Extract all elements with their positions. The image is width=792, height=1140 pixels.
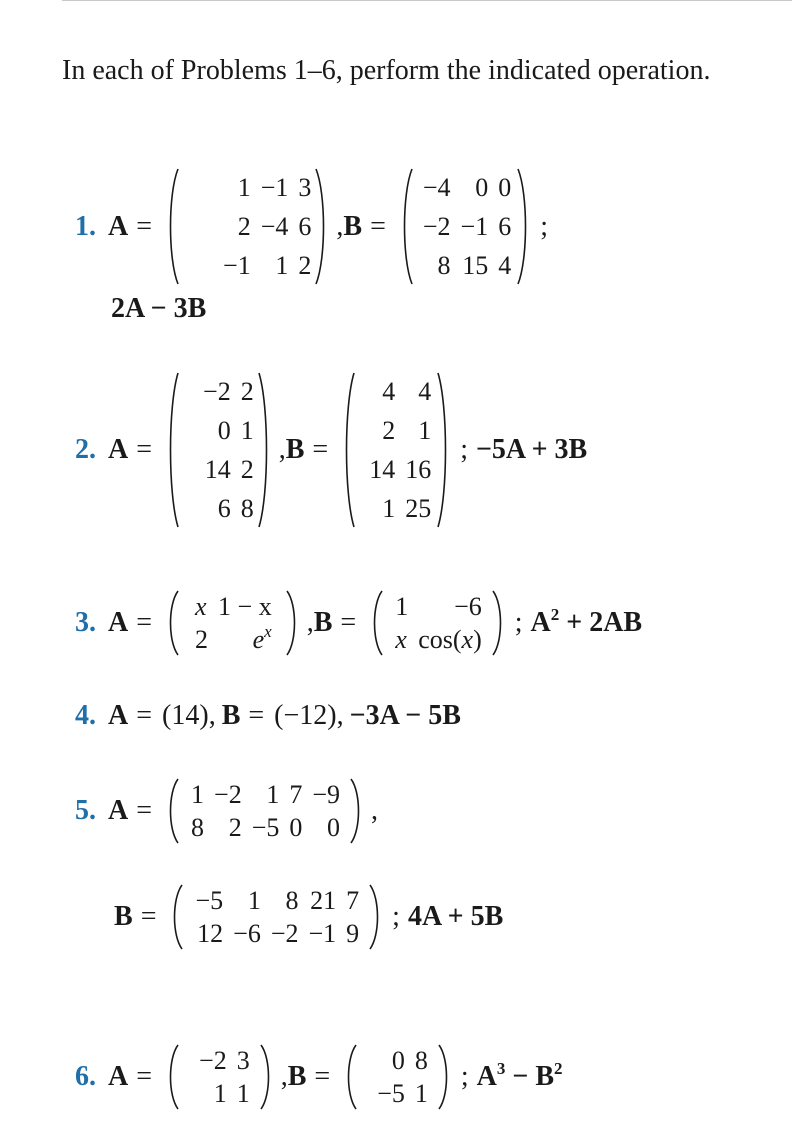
comma: , xyxy=(208,700,216,731)
matrix-entry: 1 xyxy=(236,1079,250,1108)
right-paren xyxy=(368,884,382,950)
problem-1 xyxy=(75,168,548,325)
semicolon: ; xyxy=(540,210,548,242)
matrix-entry: −1 xyxy=(460,212,489,241)
right-paren xyxy=(516,168,530,285)
matrix-a-label: A xyxy=(108,1061,129,1092)
cos-arg: x xyxy=(461,625,474,654)
matrix-b-label: B xyxy=(313,607,333,638)
matrix-entry: 2 xyxy=(240,377,254,406)
matrix-entry: 6 xyxy=(217,494,231,523)
op-exponent: 2 xyxy=(554,1059,563,1078)
matrix-entry: 7 xyxy=(289,780,303,809)
left-paren xyxy=(166,168,180,285)
top-divider xyxy=(62,0,792,1)
matrix-a-label: A xyxy=(108,607,129,638)
matrix-entry: 0 xyxy=(498,173,512,202)
matrix-entry: x xyxy=(195,592,207,621)
matrix-entry: 0 xyxy=(391,1046,405,1075)
matrix-entry: 8 xyxy=(240,494,254,523)
matrix-entry: −5 xyxy=(251,813,280,842)
left-paren xyxy=(166,590,180,656)
matrix-entry: x xyxy=(395,625,407,654)
operation-expression xyxy=(477,1061,563,1093)
matrix-entry: 12 xyxy=(197,919,224,948)
matrix-entry: 4 xyxy=(382,377,396,406)
matrix-b-label: B xyxy=(343,210,363,242)
left-paren xyxy=(166,372,180,528)
op-term: + 2AB xyxy=(559,607,643,638)
problem-5-matrix-b xyxy=(114,884,503,950)
matrix-entry: 3 xyxy=(298,173,312,202)
operation-expression: −5A + 3B xyxy=(475,434,588,465)
matrix-entry: 1 xyxy=(275,251,289,280)
comma: , xyxy=(336,210,344,242)
matrix-entries xyxy=(218,168,316,285)
matrix-entry: −2 xyxy=(199,1046,227,1075)
matrix-entry xyxy=(413,623,487,656)
matrix-entry: 2 xyxy=(237,212,251,241)
left-paren xyxy=(170,884,184,950)
paren-stroke xyxy=(171,1045,179,1109)
paren-stroke xyxy=(493,591,501,655)
matrix-entry: −6 xyxy=(233,919,261,948)
paren-stroke xyxy=(171,169,179,284)
matrix-entry: 1 xyxy=(418,416,432,445)
problem-4 xyxy=(75,700,461,732)
matrix-a-label: A xyxy=(108,795,129,826)
matrix-entry: 4 xyxy=(498,251,512,280)
operation-expression: −3A − 5B xyxy=(349,700,461,731)
matrix-entry: 8 xyxy=(437,251,451,280)
op-exponent: 2 xyxy=(550,605,560,624)
matrix-entry: −5 xyxy=(195,886,224,915)
matrix-entry: 1 xyxy=(237,173,251,202)
right-paren xyxy=(349,778,363,844)
op-term: A xyxy=(476,1061,497,1092)
matrix-entry: 1 xyxy=(240,416,254,445)
matrix-entry: 7 xyxy=(346,886,360,915)
matrix-entry: 2 xyxy=(228,813,242,842)
matrix-b xyxy=(170,884,382,950)
matrix-entries xyxy=(418,168,516,285)
matrix-entry: −1 xyxy=(260,173,289,202)
equals-sign: = xyxy=(136,210,153,242)
right-paren xyxy=(436,372,450,528)
matrix-entry: −2 xyxy=(422,212,451,241)
close-paren: ) xyxy=(473,625,482,654)
paren-stroke xyxy=(370,885,378,949)
right-paren xyxy=(257,372,271,528)
problem-number: 2. xyxy=(75,434,96,465)
matrix-a-entries xyxy=(190,590,277,656)
paren-stroke xyxy=(171,591,179,655)
paren-stroke xyxy=(171,373,179,527)
left-paren xyxy=(370,590,384,656)
paren-stroke xyxy=(375,591,383,655)
equals-sign: = xyxy=(136,607,153,638)
matrix-entry: 15 xyxy=(462,251,489,280)
paren-stroke xyxy=(171,779,179,843)
right-paren xyxy=(491,590,505,656)
left-paren xyxy=(342,372,356,528)
paren-stroke xyxy=(287,591,295,655)
matrix-b-value: (−12) xyxy=(274,700,337,731)
matrix-entry xyxy=(213,623,277,656)
matrix-entry: 14 xyxy=(369,455,396,484)
comma: , xyxy=(336,700,344,731)
matrix-entry: 2 xyxy=(240,455,254,484)
matrix-a-label: A xyxy=(108,434,129,465)
equals-sign: = xyxy=(136,434,153,465)
op-term: A xyxy=(530,607,551,638)
paren-stroke xyxy=(438,373,446,527)
paren-stroke xyxy=(259,373,267,527)
instructions-text: In each of Problems 1–6, perform the indicated operation. xyxy=(62,55,711,86)
matrix-entries xyxy=(194,1044,255,1110)
semicolon: ; xyxy=(460,434,468,465)
matrix-a xyxy=(166,590,299,656)
problem-number: 6. xyxy=(75,1061,96,1092)
semicolon: ; xyxy=(460,1061,469,1092)
matrix-b-label: B xyxy=(114,901,133,932)
paren-stroke xyxy=(349,1045,357,1109)
semicolon: ; xyxy=(514,607,523,638)
matrix-entries xyxy=(364,372,436,528)
paren-stroke xyxy=(518,169,526,284)
matrix-b xyxy=(370,590,505,656)
operation-expression xyxy=(531,607,643,639)
matrix-entry: −2 xyxy=(270,919,299,948)
problem-number: 1. xyxy=(75,210,96,242)
left-paren xyxy=(166,1044,180,1110)
matrix-entry: 8 xyxy=(414,1046,428,1075)
op-term: B xyxy=(535,1061,555,1092)
comma: , xyxy=(371,795,379,826)
matrix-b xyxy=(342,372,450,528)
equals-sign: = xyxy=(248,700,265,731)
equals-sign: = xyxy=(314,1061,331,1092)
matrix-b-label: B xyxy=(285,434,305,465)
left-paren xyxy=(166,778,180,844)
matrix-entry: 4 xyxy=(418,377,432,406)
equals-sign: = xyxy=(136,700,153,731)
matrix-entry: −1 xyxy=(223,251,251,280)
matrix-entry: −2 xyxy=(203,377,231,406)
comma: , xyxy=(278,434,286,465)
paren-stroke xyxy=(347,373,355,527)
exp-base: e xyxy=(252,625,265,654)
matrix-entries xyxy=(190,884,364,950)
matrix-entries xyxy=(198,372,259,528)
matrix-entry: 16 xyxy=(405,455,432,484)
matrix-a xyxy=(166,168,328,285)
operation-expression: 2A − 3B xyxy=(111,293,207,324)
matrix-entry: 1 xyxy=(191,780,205,809)
problem-5 xyxy=(75,778,378,844)
equals-sign: = xyxy=(312,434,329,465)
matrix-a xyxy=(166,778,363,844)
right-paren xyxy=(437,1044,451,1110)
paren-stroke xyxy=(351,779,359,843)
matrix-b-entries xyxy=(390,590,487,656)
matrix-entry: −9 xyxy=(312,780,341,809)
matrix-a xyxy=(166,1044,273,1110)
problem-number: 3. xyxy=(75,607,96,638)
matrix-entry: 1 xyxy=(247,886,261,915)
equals-sign: = xyxy=(136,1061,153,1092)
paren-stroke xyxy=(439,1045,447,1109)
paren-stroke xyxy=(261,1045,269,1109)
paren-stroke xyxy=(404,169,412,284)
matrix-entry: −2 xyxy=(214,780,242,809)
equals-sign: = xyxy=(136,795,153,826)
op-exponent: 3 xyxy=(496,1059,506,1078)
matrix-entry: 14 xyxy=(204,455,231,484)
semicolon: ; xyxy=(392,901,400,932)
comma: , xyxy=(306,607,314,638)
equals-sign: = xyxy=(340,607,357,638)
matrix-entry: 1 xyxy=(382,494,396,523)
matrix-entry: 3 xyxy=(236,1046,250,1075)
equals-sign: = xyxy=(140,901,157,932)
problem-6 xyxy=(75,1044,563,1110)
paren-stroke xyxy=(175,885,183,949)
matrix-entry: 8 xyxy=(285,886,299,915)
matrix-entry: 1 xyxy=(266,780,280,809)
matrix-entry: 1 xyxy=(213,1079,227,1108)
matrix-b-label: B xyxy=(221,700,241,731)
matrix-a-value: (14) xyxy=(162,700,209,731)
problem-2 xyxy=(75,372,587,528)
op-minus: − xyxy=(505,1061,536,1092)
cos-func: cos( xyxy=(418,625,462,654)
matrix-b-label: B xyxy=(287,1061,307,1092)
paren-stroke xyxy=(316,169,324,284)
matrix-entry: 1 − x xyxy=(218,592,272,621)
operation-expression: 4A + 5B xyxy=(407,901,504,932)
matrix-entries xyxy=(186,778,345,844)
right-paren xyxy=(314,168,328,285)
matrix-entry: −1 xyxy=(308,919,337,948)
right-paren xyxy=(259,1044,273,1110)
matrix-entry: −4 xyxy=(260,212,289,241)
matrix-entry: 0 xyxy=(289,813,303,842)
matrix-entry: 0 xyxy=(217,416,231,445)
problem-number: 4. xyxy=(75,700,96,731)
matrix-entry: −4 xyxy=(422,173,451,202)
matrix-a-label: A xyxy=(108,210,129,242)
matrix-entry: 9 xyxy=(346,919,360,948)
matrix-b xyxy=(344,1044,451,1110)
matrix-entry: 21 xyxy=(310,886,337,915)
right-paren xyxy=(285,590,299,656)
matrix-entry: 6 xyxy=(298,212,312,241)
matrix-entry: 2 xyxy=(298,251,312,280)
equals-sign: = xyxy=(370,210,386,242)
matrix-entry: 2 xyxy=(382,416,396,445)
matrix-entry: 2 xyxy=(195,625,209,654)
problem-3 xyxy=(75,590,642,656)
matrix-entry: 6 xyxy=(498,212,512,241)
matrix-entry: −6 xyxy=(454,592,482,621)
matrix-entry: 25 xyxy=(405,494,432,523)
matrix-b xyxy=(400,168,530,285)
matrix-entry: 1 xyxy=(414,1079,428,1108)
matrix-entry: 0 xyxy=(327,813,341,842)
matrix-entry: 1 xyxy=(395,592,409,621)
problem-number: 5. xyxy=(75,795,96,826)
left-paren xyxy=(400,168,414,285)
matrix-entries xyxy=(372,1044,433,1110)
comma: , xyxy=(280,1061,288,1092)
exp-power: x xyxy=(264,622,272,641)
matrix-entry: −5 xyxy=(377,1079,405,1108)
matrix-a xyxy=(166,372,271,528)
left-paren xyxy=(344,1044,358,1110)
matrix-entry: 0 xyxy=(475,173,489,202)
matrix-a-label: A xyxy=(108,700,129,731)
matrix-entry: 8 xyxy=(191,813,205,842)
